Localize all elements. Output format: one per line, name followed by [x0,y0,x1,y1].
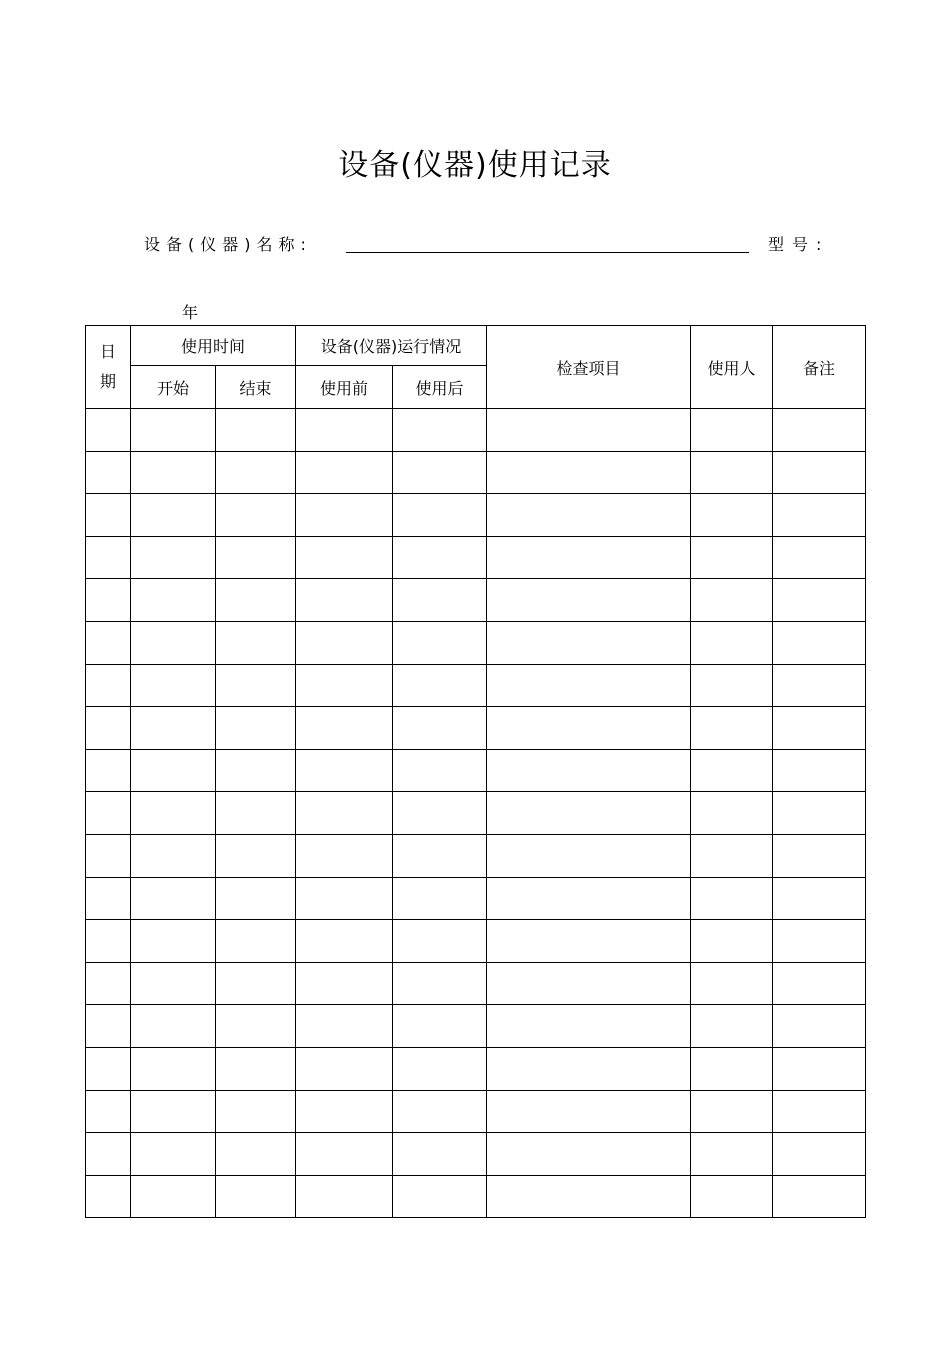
cell-end[interactable] [216,494,296,537]
cell-start[interactable] [131,536,216,579]
cell-after-use[interactable] [393,749,487,792]
model-label: 型号: [768,235,830,254]
cell-after-use[interactable] [393,1047,487,1090]
header-date [86,326,131,409]
cell-start[interactable] [131,621,216,664]
cell-inspection[interactable] [487,920,691,963]
cell-after-use[interactable] [393,451,487,494]
table-row [86,1090,866,1133]
cell-end[interactable] [216,1133,296,1176]
cell-user[interactable] [691,834,773,877]
cell-user[interactable] [691,494,773,537]
cell-date[interactable] [86,1133,131,1176]
header-usage-time: 使用时间 [131,326,296,366]
cell-after-use[interactable] [393,877,487,920]
header-remarks: 备注 [773,326,866,409]
cell-after-use[interactable] [393,920,487,963]
document-title: 设备(仪器)使用记录 [338,148,612,183]
cell-start[interactable] [131,1133,216,1176]
cell-remarks[interactable] [773,1090,866,1133]
cell-remarks[interactable] [773,877,866,920]
cell-user[interactable] [691,1005,773,1048]
cell-inspection[interactable] [487,834,691,877]
table-row [86,664,866,707]
cell-user[interactable] [691,1133,773,1176]
cell-after-use[interactable] [393,1175,487,1218]
cell-before-use[interactable] [296,409,393,452]
table-row [86,621,866,664]
cell-end[interactable] [216,792,296,835]
cell-remarks[interactable] [773,1005,866,1048]
cell-before-use[interactable] [296,494,393,537]
cell-user[interactable] [691,1175,773,1218]
cell-after-use[interactable] [393,494,487,537]
cell-inspection[interactable] [487,664,691,707]
table-row [86,707,866,750]
cell-start[interactable] [131,792,216,835]
table-row [86,409,866,452]
cell-after-use[interactable] [393,1090,487,1133]
cell-before-use[interactable] [296,834,393,877]
cell-after-use[interactable] [393,1005,487,1048]
cell-end[interactable] [216,920,296,963]
cell-remarks[interactable] [773,792,866,835]
cell-inspection[interactable] [487,409,691,452]
cell-before-use[interactable] [296,579,393,622]
cell-date[interactable] [86,451,131,494]
cell-after-use[interactable] [393,792,487,835]
cell-start[interactable] [131,834,216,877]
cell-user[interactable] [691,749,773,792]
cell-start[interactable] [131,1090,216,1133]
cell-start[interactable] [131,664,216,707]
cell-end[interactable] [216,877,296,920]
cell-date[interactable] [86,877,131,920]
cell-remarks[interactable] [773,621,866,664]
header-start: 开始 [131,366,216,409]
cell-date[interactable] [86,536,131,579]
cell-user[interactable] [691,579,773,622]
cell-remarks[interactable] [773,707,866,750]
cell-end[interactable] [216,664,296,707]
table-row [86,1133,866,1176]
cell-inspection[interactable] [487,451,691,494]
cell-before-use[interactable] [296,451,393,494]
table-row [86,451,866,494]
table-row [86,877,866,920]
cell-end[interactable] [216,834,296,877]
header-after-use: 使用后 [393,366,487,409]
cell-inspection[interactable] [487,1133,691,1176]
cell-after-use[interactable] [393,664,487,707]
cell-date[interactable] [86,1005,131,1048]
cell-start[interactable] [131,707,216,750]
cell-date[interactable] [86,579,131,622]
cell-before-use[interactable] [296,1090,393,1133]
cell-remarks[interactable] [773,920,866,963]
cell-inspection[interactable] [487,792,691,835]
header-before-use: 使用前 [296,366,393,409]
usage-log-table [85,325,866,1218]
cell-date[interactable] [86,749,131,792]
table-row [86,962,866,1005]
cell-inspection[interactable] [487,1090,691,1133]
cell-date[interactable] [86,707,131,750]
cell-before-use[interactable] [296,621,393,664]
cell-start[interactable] [131,579,216,622]
cell-end[interactable] [216,409,296,452]
cell-start[interactable] [131,451,216,494]
cell-after-use[interactable] [393,962,487,1005]
cell-remarks[interactable] [773,962,866,1005]
cell-remarks[interactable] [773,536,866,579]
cell-date[interactable] [86,1175,131,1218]
cell-start[interactable] [131,877,216,920]
cell-end[interactable] [216,1175,296,1218]
header-date-bottom: 期 [99,372,116,391]
cell-inspection[interactable] [487,1005,691,1048]
cell-start[interactable] [131,1047,216,1090]
cell-remarks[interactable] [773,1047,866,1090]
cell-inspection[interactable] [487,707,691,750]
cell-end[interactable] [216,1047,296,1090]
table-row [86,792,866,835]
cell-after-use[interactable] [393,621,487,664]
cell-before-use[interactable] [296,1175,393,1218]
cell-remarks[interactable] [773,834,866,877]
cell-user[interactable] [691,409,773,452]
equipment-name-label: 设备(仪器)名称: [144,235,312,254]
cell-before-use[interactable] [296,707,393,750]
header-user: 使用人 [691,326,773,409]
header-row-1 [86,326,866,366]
cell-remarks[interactable] [773,664,866,707]
cell-date[interactable] [86,962,131,1005]
cell-before-use[interactable] [296,1047,393,1090]
table-row [86,749,866,792]
cell-start[interactable] [131,409,216,452]
cell-end[interactable] [216,749,296,792]
year-label: 年 [182,303,199,322]
cell-end[interactable] [216,1005,296,1048]
cell-after-use[interactable] [393,536,487,579]
cell-after-use[interactable] [393,834,487,877]
cell-date[interactable] [86,621,131,664]
cell-date[interactable] [86,409,131,452]
cell-before-use[interactable] [296,536,393,579]
cell-date[interactable] [86,1047,131,1090]
cell-user[interactable] [691,962,773,1005]
cell-remarks[interactable] [773,409,866,452]
cell-remarks[interactable] [773,579,866,622]
table-row [86,1047,866,1090]
cell-before-use[interactable] [296,749,393,792]
equipment-name-field[interactable] [346,252,749,253]
cell-date[interactable] [86,834,131,877]
cell-inspection[interactable] [487,579,691,622]
cell-date[interactable] [86,792,131,835]
cell-end[interactable] [216,621,296,664]
cell-remarks[interactable] [773,1133,866,1176]
cell-start[interactable] [131,920,216,963]
cell-date[interactable] [86,494,131,537]
cell-end[interactable] [216,707,296,750]
cell-start[interactable] [131,962,216,1005]
cell-after-use[interactable] [393,707,487,750]
table-row [86,1175,866,1218]
table-row [86,834,866,877]
header-end: 结束 [216,366,296,409]
cell-user[interactable] [691,536,773,579]
cell-before-use[interactable] [296,1133,393,1176]
cell-inspection[interactable] [487,536,691,579]
cell-end[interactable] [216,451,296,494]
cell-remarks[interactable] [773,451,866,494]
cell-inspection[interactable] [487,494,691,537]
cell-user[interactable] [691,664,773,707]
cell-user[interactable] [691,1047,773,1090]
cell-user[interactable] [691,621,773,664]
cell-before-use[interactable] [296,792,393,835]
cell-date[interactable] [86,920,131,963]
table-row [86,494,866,537]
cell-inspection[interactable] [487,962,691,1005]
cell-start[interactable] [131,1005,216,1048]
cell-inspection[interactable] [487,1175,691,1218]
cell-remarks[interactable] [773,1175,866,1218]
cell-user[interactable] [691,920,773,963]
table-row [86,920,866,963]
cell-user[interactable] [691,792,773,835]
header-inspection: 检查项目 [487,326,691,409]
cell-end[interactable] [216,1090,296,1133]
cell-after-use[interactable] [393,579,487,622]
cell-inspection[interactable] [487,749,691,792]
table-row [86,536,866,579]
cell-end[interactable] [216,962,296,1005]
cell-start[interactable] [131,1175,216,1218]
cell-remarks[interactable] [773,494,866,537]
table-row [86,1005,866,1048]
cell-after-use[interactable] [393,409,487,452]
cell-date[interactable] [86,664,131,707]
cell-user[interactable] [691,451,773,494]
cell-start[interactable] [131,494,216,537]
cell-before-use[interactable] [296,1005,393,1048]
cell-end[interactable] [216,579,296,622]
cell-date[interactable] [86,1090,131,1133]
header-date-top: 日 [99,342,116,361]
cell-remarks[interactable] [773,749,866,792]
cell-after-use[interactable] [393,1133,487,1176]
cell-before-use[interactable] [296,920,393,963]
cell-before-use[interactable] [296,877,393,920]
header-status: 设备(仪器)运行情况 [296,326,487,366]
cell-end[interactable] [216,536,296,579]
cell-inspection[interactable] [487,1047,691,1090]
cell-user[interactable] [691,707,773,750]
cell-before-use[interactable] [296,962,393,1005]
cell-start[interactable] [131,749,216,792]
table-row [86,579,866,622]
cell-user[interactable] [691,877,773,920]
cell-inspection[interactable] [487,621,691,664]
cell-before-use[interactable] [296,664,393,707]
cell-inspection[interactable] [487,877,691,920]
cell-user[interactable] [691,1090,773,1133]
